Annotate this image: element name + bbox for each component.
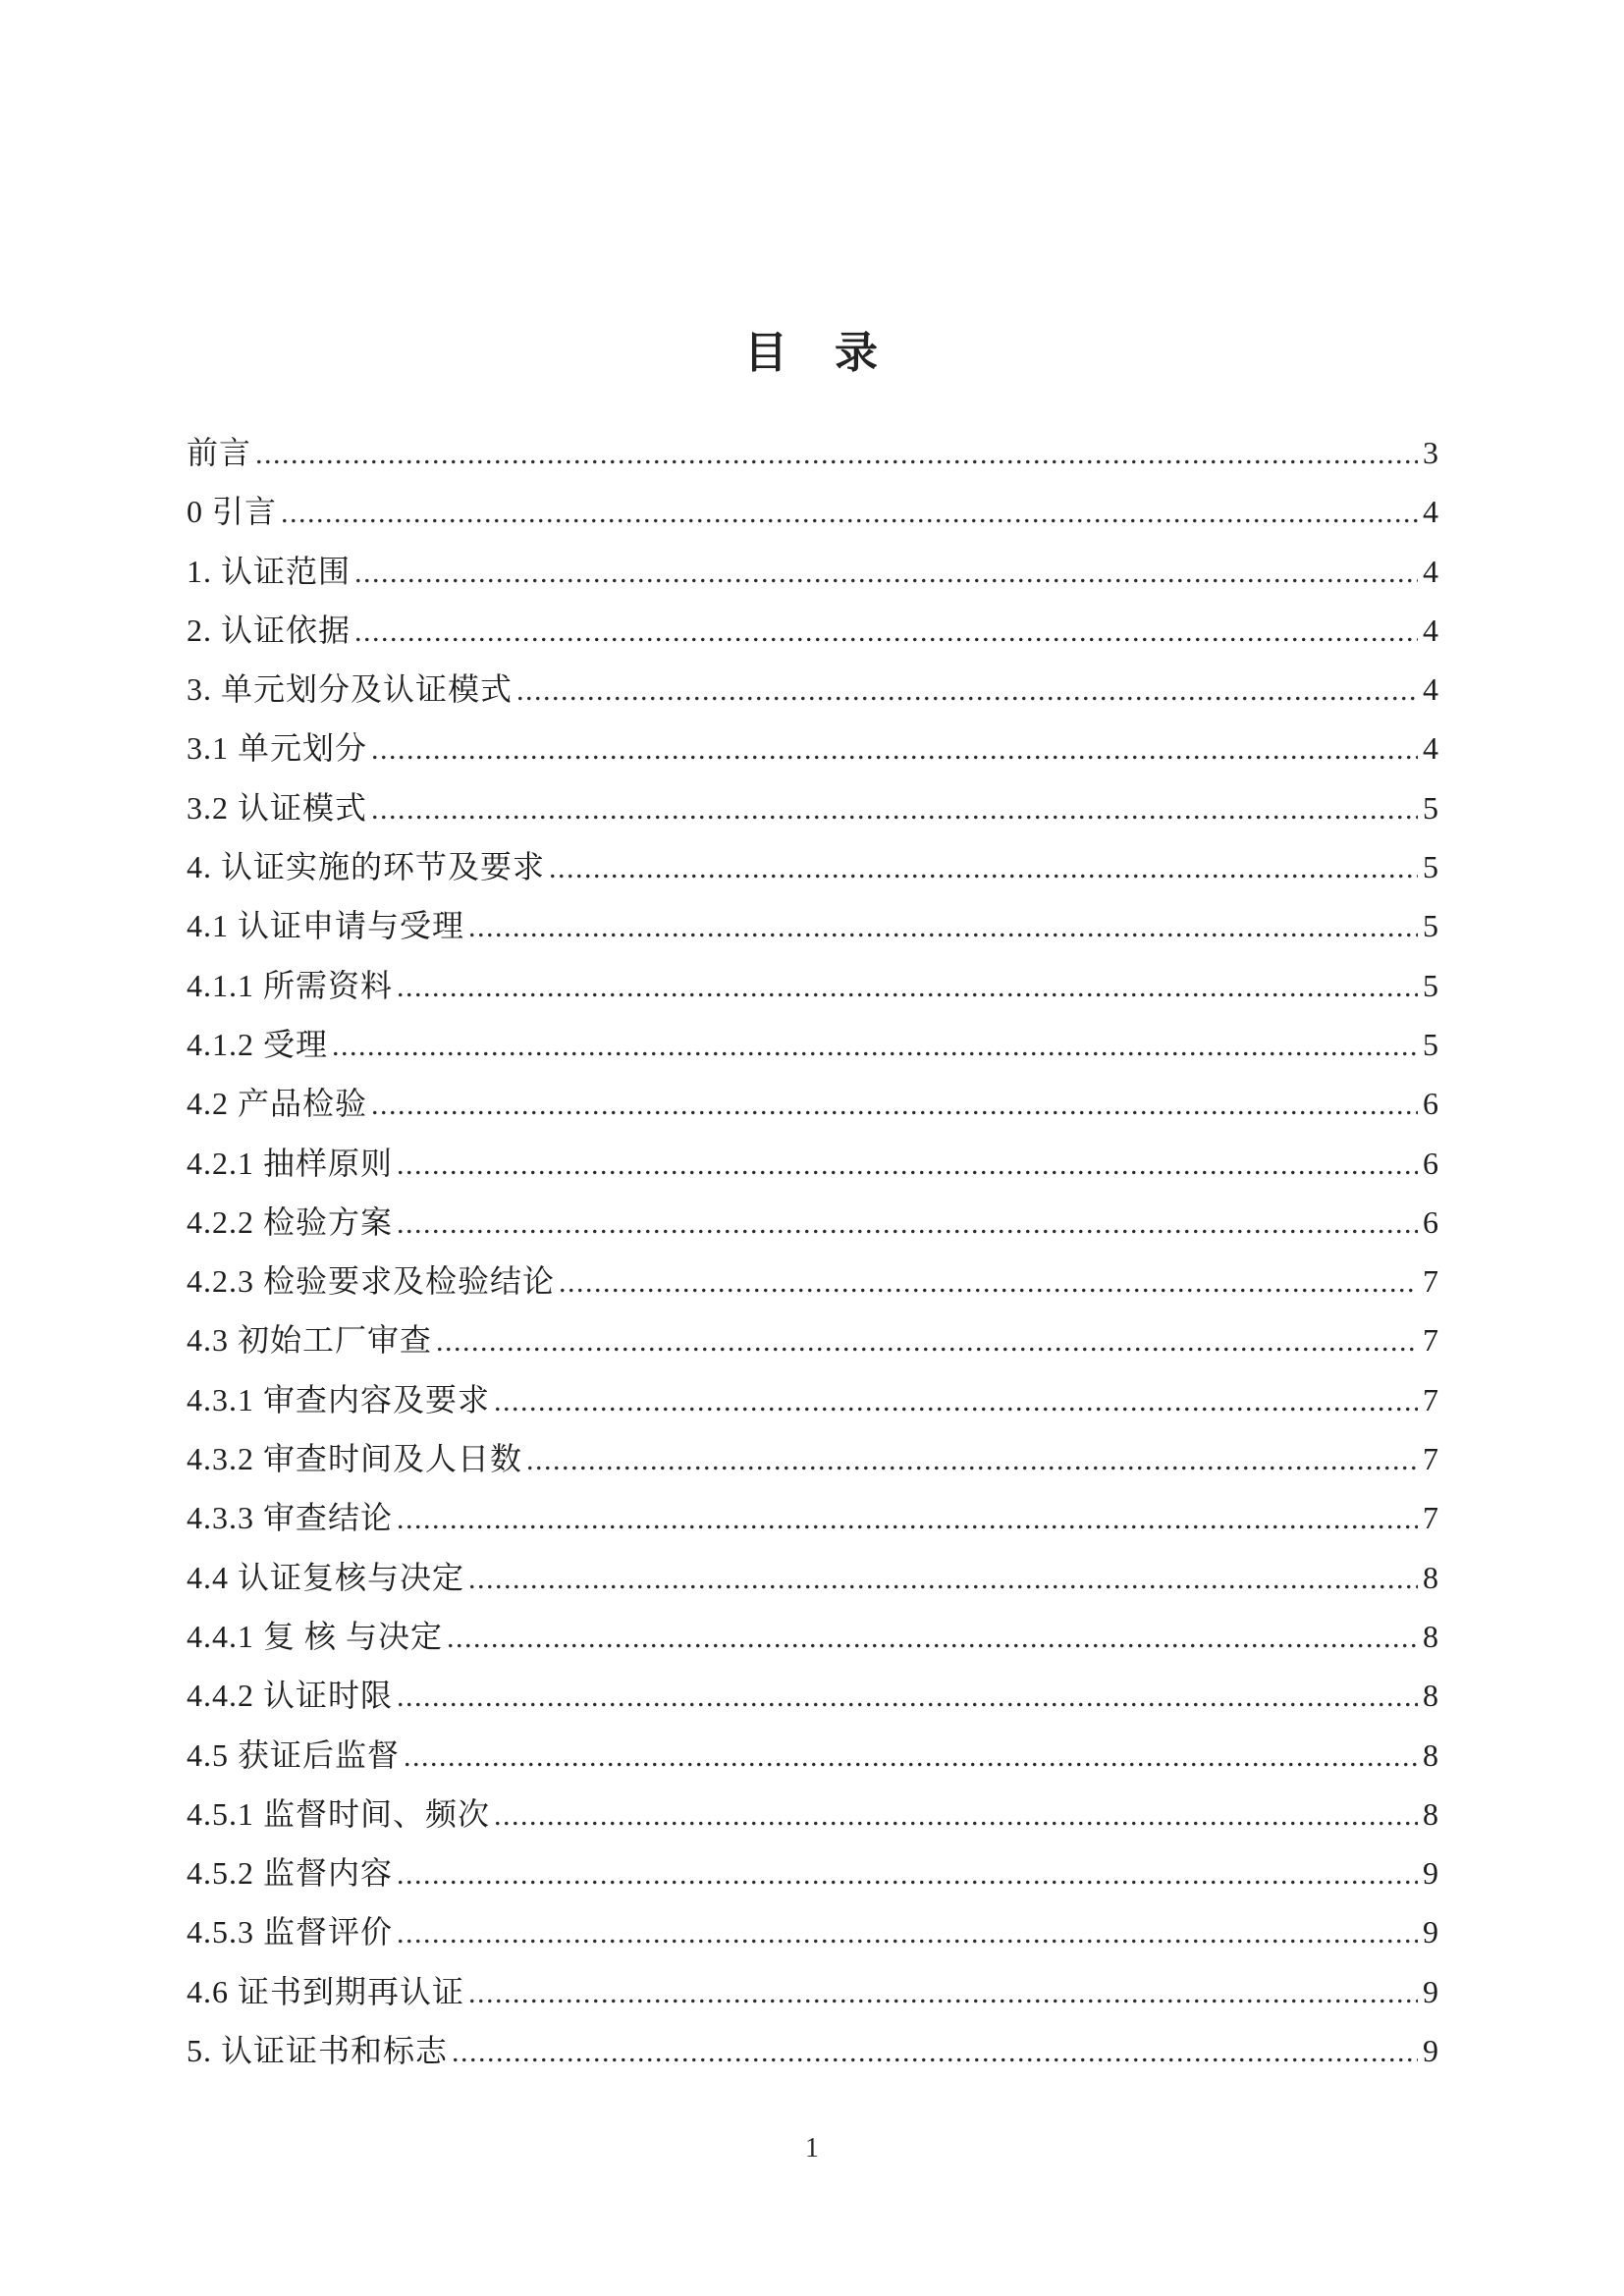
toc-entry-page-number: 6 (1423, 1145, 1438, 1181)
toc-entry-page-number: 5 (1423, 1026, 1438, 1062)
toc-entry (187, 2021, 1438, 2080)
toc-entry (187, 1962, 1438, 2021)
toc-list (187, 423, 1438, 2080)
toc-entry (187, 1429, 1438, 1488)
toc-entry-label: 3. 单元划分及认证模式 (187, 671, 514, 708)
toc-entry-label: 4.3.2 审查时间及人日数 (187, 1441, 523, 1477)
toc-entry-page-number: 9 (1423, 1914, 1438, 1950)
toc-title: 目 录 (744, 329, 880, 377)
toc-dot-leader (397, 1845, 1418, 1904)
toc-entry (187, 1488, 1438, 1547)
toc-entry-label: 4.5.2 监督内容 (187, 1855, 394, 1892)
toc-entry (187, 1252, 1438, 1310)
toc-dot-leader (397, 1490, 1418, 1549)
toc-dot-leader (397, 1904, 1418, 1963)
footer-page-number: 1 (805, 2133, 819, 2163)
toc-dot-leader (397, 1136, 1418, 1195)
toc-dot-leader (494, 1787, 1418, 1845)
toc-dot-leader (397, 1195, 1418, 1254)
toc-dot-leader (526, 1431, 1418, 1490)
toc-entry-label: 4.3.1 审查内容及要求 (187, 1381, 491, 1417)
toc-entry-label: 1. 认证范围 (187, 553, 352, 589)
toc-entry-label: 4.4.2 认证时限 (187, 1678, 394, 1714)
toc-entry (187, 1726, 1438, 1785)
toc-entry-page-number: 8 (1423, 1736, 1438, 1773)
toc-entry-page-number: 5 (1423, 967, 1438, 1003)
toc-entry (187, 1015, 1438, 1074)
toc-dot-leader (397, 1668, 1418, 1727)
toc-entry (187, 778, 1438, 837)
toc-entry (187, 1074, 1438, 1133)
toc-entry-page-number: 8 (1423, 1795, 1438, 1832)
toc-entry (187, 1134, 1438, 1193)
toc-entry (187, 1666, 1438, 1725)
toc-entry (187, 1370, 1438, 1429)
toc-entry-label: 4.2.2 检验方案 (187, 1203, 394, 1240)
toc-entry-page-number: 7 (1423, 1500, 1438, 1536)
toc-entry-page-number: 5 (1423, 789, 1438, 826)
toc-entry-page-number: 4 (1423, 494, 1438, 530)
toc-entry (187, 837, 1438, 896)
toc-entry-label: 4.6 证书到期再认证 (187, 1973, 465, 2009)
toc-entry-label: 4. 认证实施的环节及要求 (187, 849, 546, 885)
toc-entry-page-number: 5 (1423, 849, 1438, 885)
toc-dot-leader (354, 544, 1418, 603)
toc-entry-label: 4.3.3 审查结论 (187, 1500, 394, 1536)
toc-dot-leader (371, 780, 1418, 839)
toc-entry-label: 4.1.2 受理 (187, 1026, 329, 1062)
toc-entry-page-number: 3 (1423, 435, 1438, 470)
toc-entry-page-number: 7 (1423, 1441, 1438, 1477)
toc-entry (187, 719, 1438, 777)
toc-entry-page-number: 9 (1423, 1973, 1438, 2009)
toc-entry-page-number: 6 (1423, 1086, 1438, 1122)
toc-entry-page-number: 4 (1423, 671, 1438, 708)
toc-entry-page-number: 8 (1423, 1559, 1438, 1595)
toc-dot-leader (332, 1017, 1418, 1076)
toc-entry-label: 4.3 初始工厂审查 (187, 1322, 433, 1359)
toc-dot-leader (447, 1609, 1418, 1668)
toc-dot-leader (559, 1254, 1418, 1312)
toc-entry (187, 956, 1438, 1015)
toc-dot-leader (397, 958, 1418, 1017)
toc-dot-leader (354, 603, 1418, 662)
toc-entry-page-number: 5 (1423, 908, 1438, 944)
toc-entry-label: 4.2.3 检验要求及检验结论 (187, 1263, 556, 1300)
toc-entry-label: 4.2 产品检验 (187, 1086, 368, 1122)
toc-entry-label: 3.2 认证模式 (187, 789, 368, 826)
toc-entry (187, 1193, 1438, 1252)
toc-entry-page-number: 8 (1423, 1618, 1438, 1654)
toc-dot-leader (468, 1550, 1418, 1609)
toc-entry-label: 前言 (187, 435, 252, 470)
toc-entry-page-number: 7 (1423, 1263, 1438, 1300)
toc-dot-leader (549, 839, 1418, 898)
toc-dot-leader (255, 425, 1418, 484)
toc-dot-leader (404, 1728, 1418, 1787)
toc-entry-page-number: 4 (1423, 730, 1438, 767)
toc-entry (187, 542, 1438, 601)
toc-entry-label: 4.2.1 抽样原则 (187, 1145, 394, 1181)
toc-entry (187, 482, 1438, 541)
toc-dot-leader (281, 484, 1418, 543)
toc-dot-leader (452, 2023, 1418, 2082)
toc-dot-leader (516, 662, 1418, 721)
toc-entry-label: 4.4 认证复核与决定 (187, 1559, 465, 1595)
toc-entry-page-number: 8 (1423, 1678, 1438, 1714)
toc-entry-page-number: 7 (1423, 1322, 1438, 1359)
toc-dot-leader (371, 1076, 1418, 1135)
toc-entry (187, 1607, 1438, 1666)
toc-entry (187, 1902, 1438, 1961)
toc-entry-page-number: 6 (1423, 1203, 1438, 1240)
toc-entry-label: 4.5 获证后监督 (187, 1736, 401, 1773)
toc-entry-page-number: 7 (1423, 1381, 1438, 1417)
toc-entry-label: 4.5.1 监督时间、频次 (187, 1795, 491, 1832)
toc-entry-label: 3.1 单元划分 (187, 730, 368, 767)
toc-entry (187, 423, 1438, 482)
toc-entry-page-number: 9 (1423, 1855, 1438, 1892)
toc-entry-label: 2. 认证依据 (187, 612, 352, 648)
toc-entry-label: 4.1.1 所需资料 (187, 967, 394, 1003)
toc-entry (187, 1548, 1438, 1607)
toc-entry (187, 896, 1438, 955)
toc-entry (187, 660, 1438, 719)
toc-entry-page-number: 4 (1423, 612, 1438, 648)
toc-entry-label: 4.1 认证申请与受理 (187, 908, 465, 944)
toc-entry-label: 0 引言 (187, 494, 278, 530)
toc-entry (187, 1785, 1438, 1843)
toc-entry (187, 1843, 1438, 1902)
toc-entry-label: 5. 认证证书和标志 (187, 2033, 449, 2069)
toc-dot-leader (494, 1372, 1418, 1431)
toc-entry-page-number: 4 (1423, 553, 1438, 589)
toc-entry-label: 4.5.3 监督评价 (187, 1914, 394, 1950)
toc-entry-page-number: 9 (1423, 2033, 1438, 2069)
toc-dot-leader (468, 1964, 1418, 2023)
toc-entry (187, 1310, 1438, 1369)
toc-entry-label: 4.4.1 复 核 与决定 (187, 1618, 444, 1654)
toc-dot-leader (371, 721, 1418, 779)
toc-dot-leader (468, 898, 1418, 957)
toc-dot-leader (436, 1312, 1418, 1371)
toc-entry (187, 601, 1438, 660)
